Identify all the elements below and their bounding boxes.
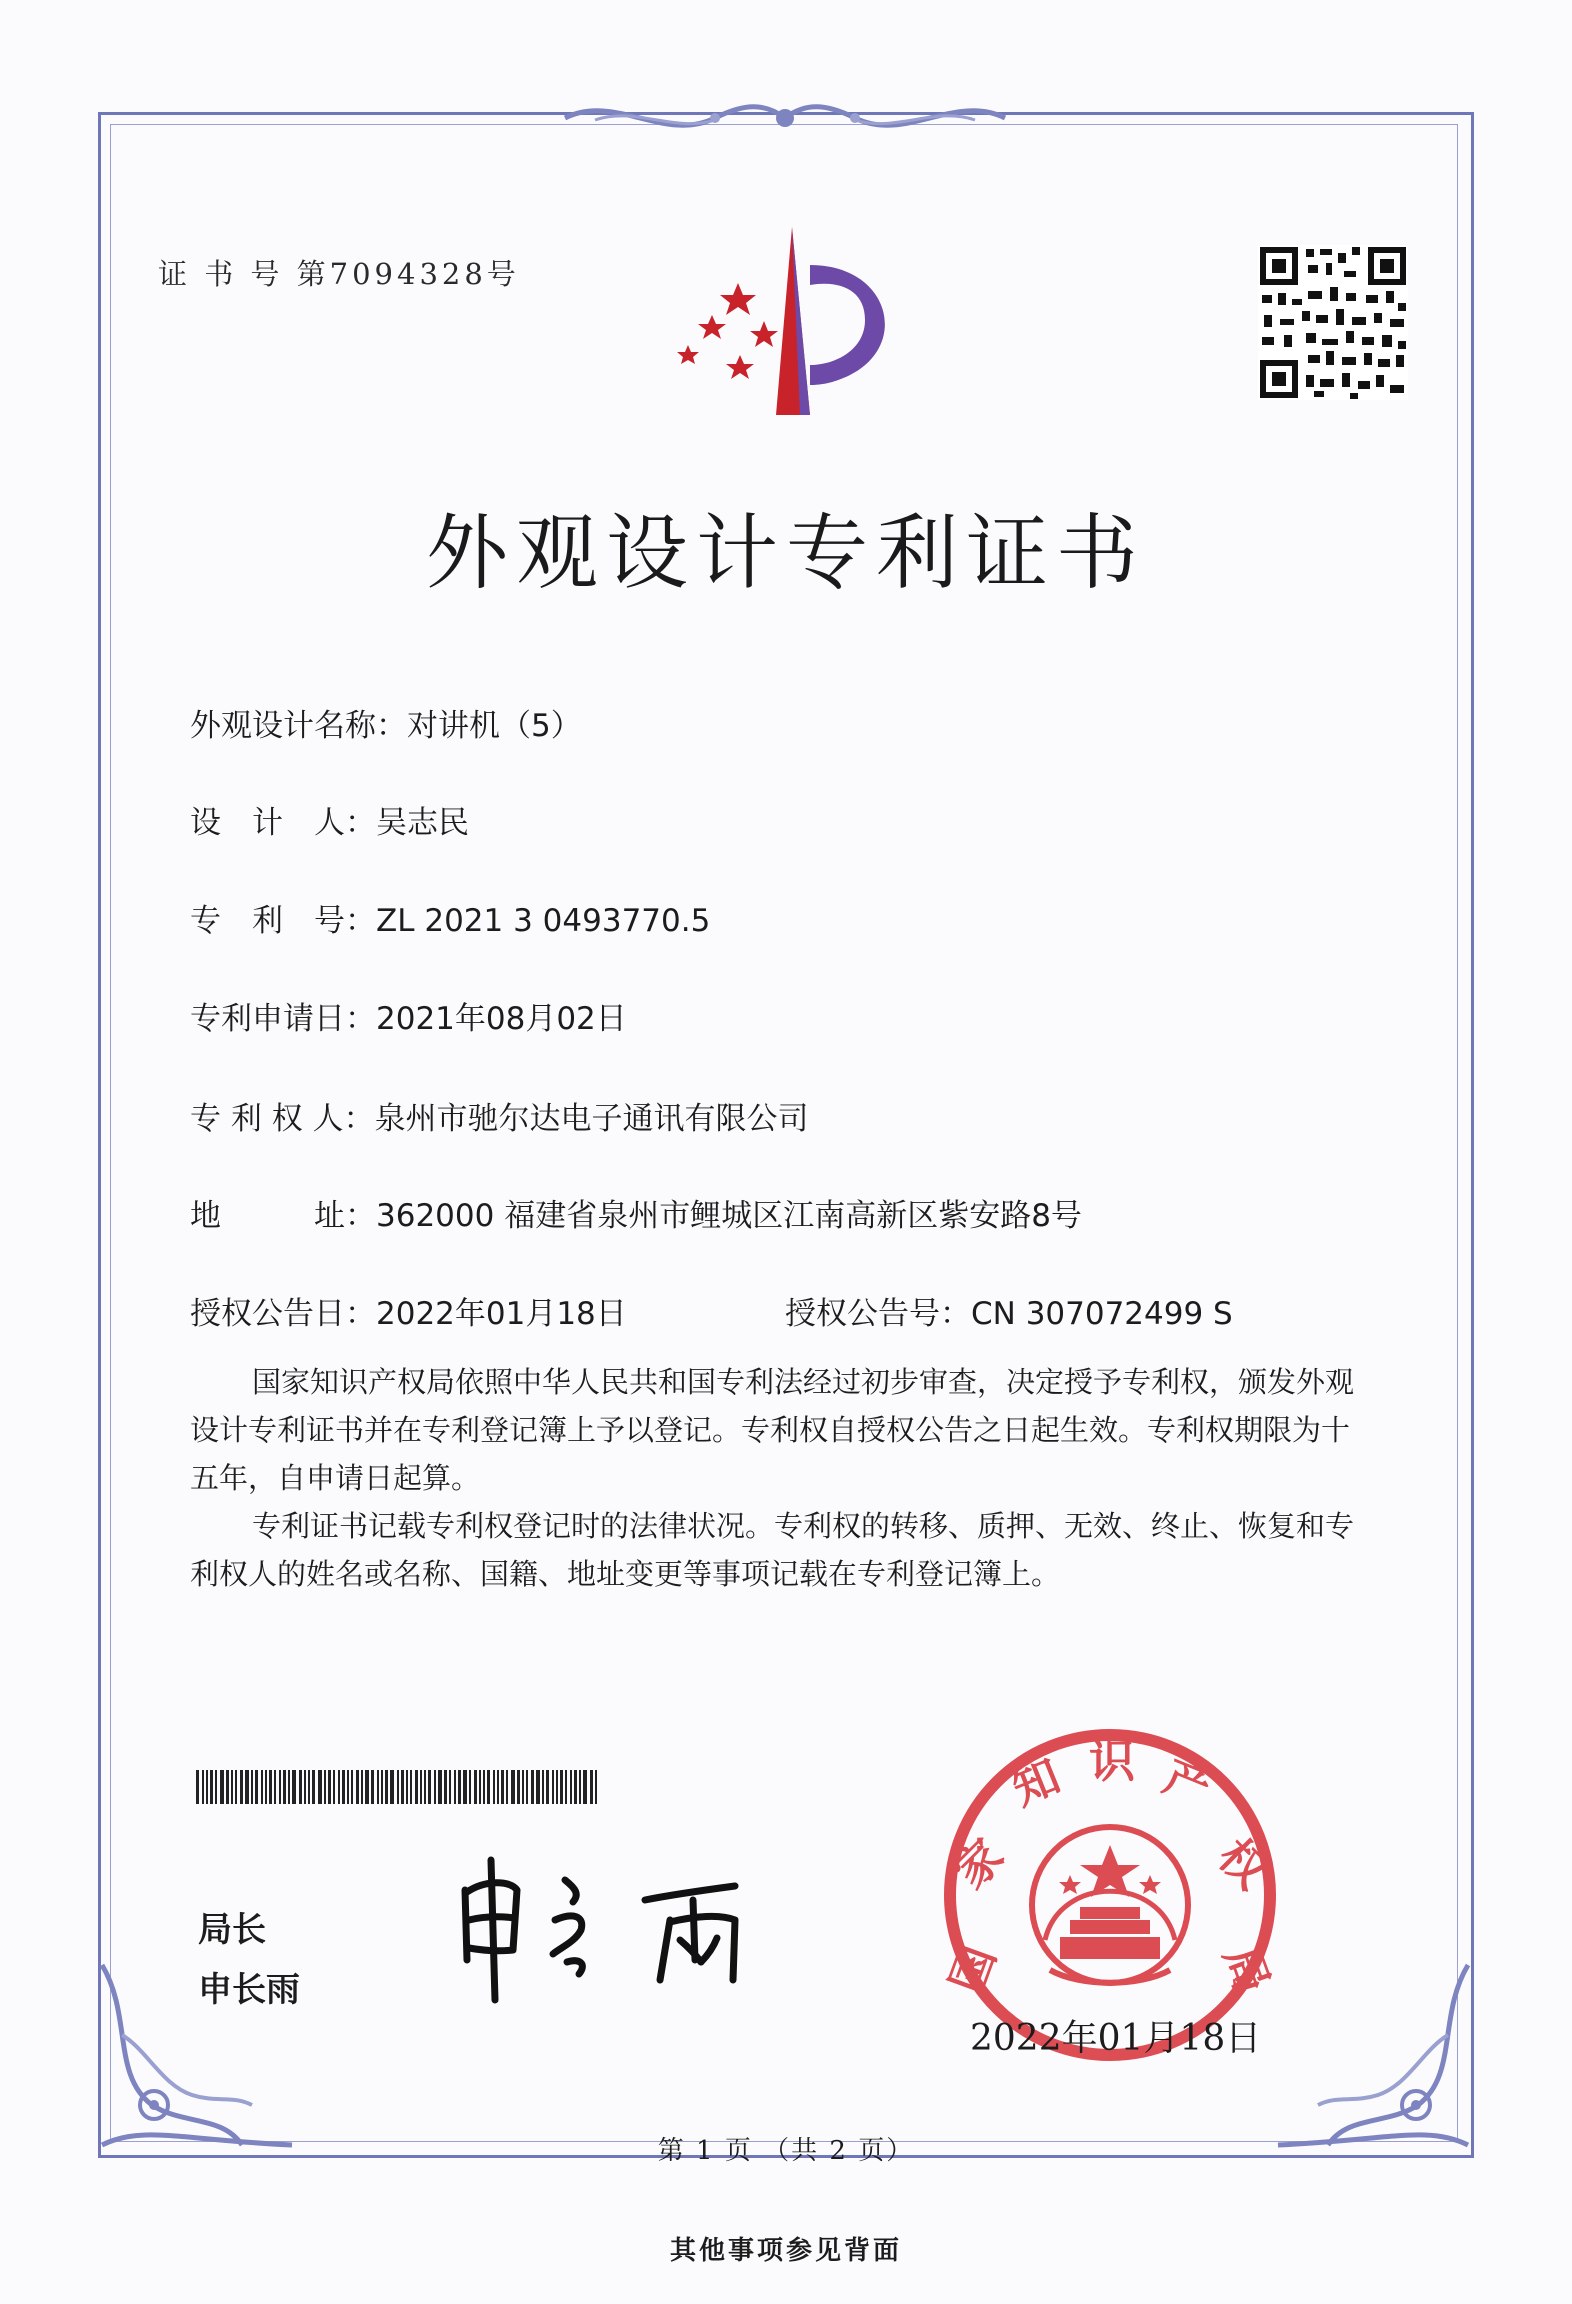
seal-char-2: 家 (943, 1828, 1015, 1900)
barcode-bar (501, 1770, 504, 1804)
barcode (196, 1770, 601, 1804)
patentee-label: 专 利 权 人： (190, 1101, 375, 1137)
barcode-bar (206, 1770, 208, 1804)
barcode-bar (526, 1770, 528, 1804)
footer-note: 其他事项参见背面 (669, 2236, 902, 2266)
barcode-bar (531, 1770, 534, 1804)
seal-char-1: 国 (939, 1938, 1007, 2001)
bottom-right-ornament (1268, 1955, 1478, 2155)
barcode-bar (420, 1770, 422, 1804)
designer-label: 设 计 人： (190, 805, 376, 841)
barcode-bar (347, 1770, 349, 1804)
barcode-bar (449, 1770, 451, 1804)
barcode-bar (251, 1770, 253, 1804)
barcode-bar (397, 1770, 399, 1804)
application-date-label: 专利申请日： (190, 1001, 376, 1037)
barcode-bar (565, 1770, 567, 1804)
barcode-bar (458, 1770, 461, 1804)
certificate-number: 证 书 号 第7094328号 (158, 257, 520, 291)
barcode-bar (279, 1770, 281, 1804)
patent-number-label: 专 利 号： (190, 903, 376, 939)
barcode-bar (479, 1770, 481, 1804)
barcode-bar (361, 1770, 363, 1804)
barcode-bar (574, 1770, 577, 1804)
legal-paragraph-2: 专利证书记载专利权登记时的法律状况。专利权的转移、质押、无效、终止、恢复和专利权人的姓名或名称、国籍、地址变更等事项记载在专利登记簿上。 (190, 1509, 1355, 1591)
patentee-row (190, 1093, 809, 1138)
seal-char-7: 局 (1213, 1938, 1281, 2001)
barcode-bar (308, 1770, 310, 1804)
signatory-role: 局长 (198, 1910, 266, 1950)
barcode-bar (434, 1770, 436, 1804)
barcode-bar (454, 1770, 456, 1804)
barcode-bar (338, 1770, 340, 1804)
barcode-bar (231, 1770, 233, 1804)
qr-code (1258, 245, 1408, 400)
barcode-bar (312, 1770, 315, 1804)
barcode-bar (497, 1770, 499, 1804)
barcode-bar (552, 1770, 554, 1804)
barcode-bar (469, 1770, 471, 1804)
barcode-bar (202, 1770, 204, 1804)
barcode-bar (536, 1770, 540, 1804)
barcode-bar (483, 1770, 485, 1804)
patent-number-value: ZL 2021 3 0493770.5 (376, 903, 711, 939)
barcode-bar (371, 1770, 374, 1804)
barcode-bar (522, 1770, 524, 1804)
signatory-name: 申长雨 (198, 1970, 300, 2010)
barcode-bar (235, 1770, 237, 1804)
barcode-bar (385, 1770, 388, 1804)
barcode-bar (342, 1770, 345, 1804)
barcode-bar (261, 1770, 263, 1804)
barcode-bar (511, 1770, 515, 1804)
barcode-bar (506, 1770, 508, 1804)
barcode-bar (226, 1770, 229, 1804)
barcode-bar (210, 1770, 213, 1804)
barcode-bar (542, 1770, 544, 1804)
barcode-bar (493, 1770, 495, 1804)
barcode-bar (324, 1770, 326, 1804)
barcode-bar (590, 1770, 593, 1804)
barcode-bar (299, 1770, 302, 1804)
barcode-bar (288, 1770, 290, 1804)
barcode-bar (265, 1770, 267, 1804)
seal-char-5: 产 (1156, 1748, 1220, 1816)
designer-value: 吴志民 (376, 805, 469, 841)
design-name-row (190, 700, 582, 745)
design-name-label: 外观设计名称： (190, 708, 407, 744)
patent-number-row (190, 895, 710, 940)
grant-number-row (785, 1288, 1233, 1333)
application-date-value: 2021年08月02日 (376, 1001, 627, 1037)
barcode-bar (274, 1770, 276, 1804)
grant-number-value: CN 307072499 S (971, 1296, 1233, 1332)
barcode-bar (463, 1770, 467, 1804)
grant-number-label: 授权公告号： (785, 1296, 971, 1332)
barcode-bar (377, 1770, 379, 1804)
barcode-bar (245, 1770, 249, 1804)
barcode-bar (406, 1770, 408, 1804)
barcode-bar (570, 1770, 572, 1804)
national-emblem (1032, 1827, 1188, 1983)
seal-char-4: 识 (1089, 1734, 1135, 1788)
page-indicator: 第 1 页 （共 2 页） (657, 2136, 915, 2166)
certificate-title: 外观设计专利证书 (425, 506, 1146, 601)
barcode-bar (318, 1770, 322, 1804)
address-value: 362000 福建省泉州市鲤城区江南高新区紫安路8号 (376, 1198, 1082, 1234)
barcode-bar (424, 1770, 426, 1804)
barcode-bar (381, 1770, 383, 1804)
barcode-bar (220, 1770, 224, 1804)
barcode-bar (390, 1770, 394, 1804)
barcode-bar (546, 1770, 549, 1804)
barcode-bar (595, 1770, 597, 1804)
barcode-bar (415, 1770, 418, 1804)
seal-char-6: 权 (1207, 1828, 1279, 1900)
design-name-value: 对讲机（5） (407, 708, 582, 744)
barcode-bar (292, 1770, 296, 1804)
barcode-bar (269, 1770, 272, 1804)
barcode-bar (255, 1770, 258, 1804)
legal-paragraph-1: 国家知识产权局依照中华人民共和国专利法经过初步审查，决定授予专利权，颁发外观设计专利证书并在专利登记簿上予以登记。专利权自授权公告之日起生效。专利权期限为十五年，自申请日起算。 (190, 1365, 1355, 1495)
barcode-bar (410, 1770, 412, 1804)
barcode-bar (240, 1770, 243, 1804)
address-label: 地 址： (190, 1198, 376, 1234)
barcode-bar (333, 1770, 335, 1804)
barcode-bar (438, 1770, 442, 1804)
barcode-bar (579, 1770, 581, 1804)
barcode-bar (428, 1770, 431, 1804)
grant-date-value: 2022年01月18日 (376, 1296, 627, 1332)
cnipa-logo (660, 225, 910, 425)
seal-char-3: 知 (1004, 1748, 1068, 1816)
barcode-bar (215, 1770, 217, 1804)
barcode-bar (196, 1770, 199, 1804)
application-date-row (190, 993, 627, 1038)
barcode-bar (351, 1770, 353, 1804)
barcode-bar (474, 1770, 477, 1804)
seal-date: 2022年01月18日 (970, 2018, 1262, 2059)
handwritten-signature (455, 1850, 815, 2010)
barcode-bar (356, 1770, 359, 1804)
grant-date-row (190, 1288, 627, 1333)
barcode-bar (517, 1770, 520, 1804)
top-ornament (555, 88, 1015, 148)
barcode-bar (487, 1770, 490, 1804)
barcode-bar (365, 1770, 369, 1804)
address-row (190, 1190, 1082, 1235)
barcode-bar (283, 1770, 286, 1804)
barcode-bar (583, 1770, 587, 1804)
patentee-value: 泉州市驰尔达电子通讯有限公司 (374, 1101, 809, 1137)
barcode-bar (560, 1770, 563, 1804)
barcode-bar (401, 1770, 404, 1804)
barcode-bar (304, 1770, 306, 1804)
barcode-bar (556, 1770, 558, 1804)
designer-row (190, 797, 469, 842)
barcode-bar (328, 1770, 331, 1804)
grant-date-label: 授权公告日： (190, 1296, 376, 1332)
barcode-bar (444, 1770, 447, 1804)
